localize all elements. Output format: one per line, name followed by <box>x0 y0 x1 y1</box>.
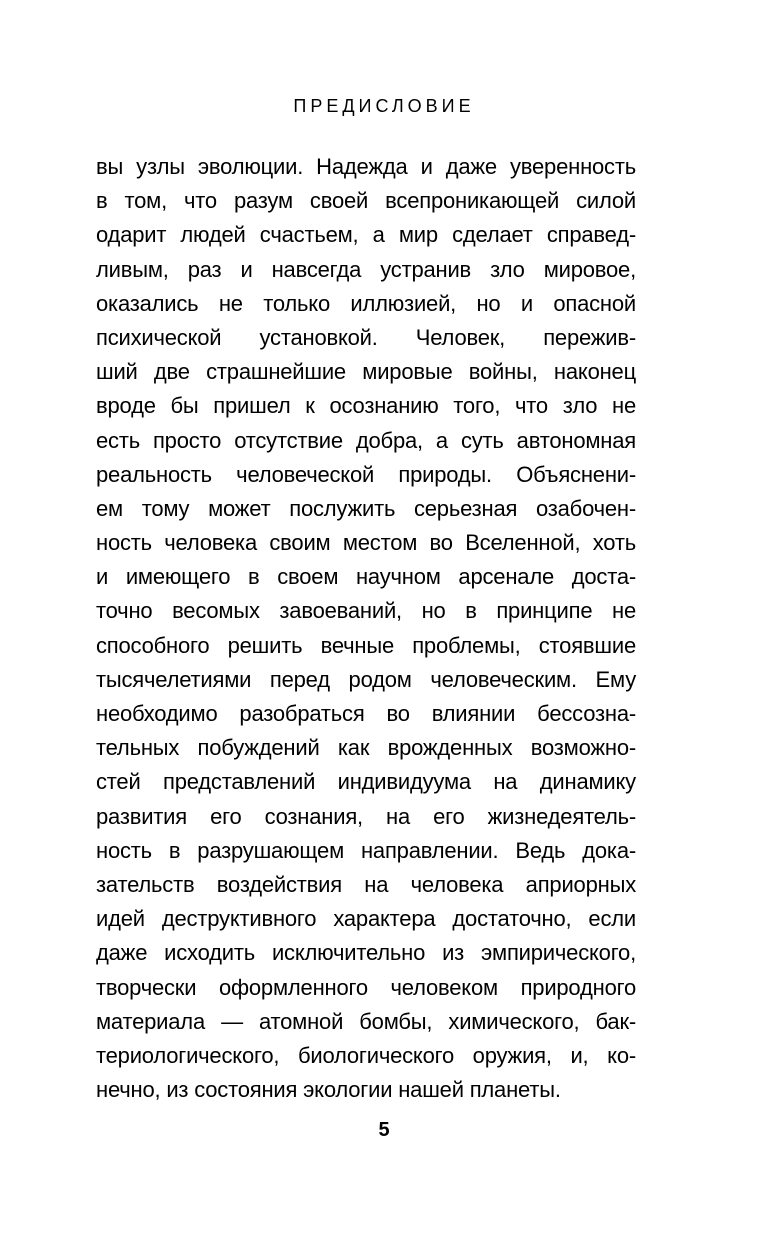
text-line: и имеющего в своем научном арсенале доста- <box>96 564 636 590</box>
text-line: реальность человеческой природы. Объяснени- <box>96 461 636 487</box>
text-line: в том, что разум своей всепроникающей силой <box>96 188 636 214</box>
text-line: материала — атомной бомбы, химического, бак- <box>96 1008 636 1034</box>
text-line: одарит людей счастьем, а мир сделает справед- <box>96 222 636 248</box>
text-line: нечно, из состояния экологии нашей планеты. <box>96 1077 561 1103</box>
text-line: идей деструктивного характера достаточно, если <box>96 906 636 932</box>
text-line: вроде бы пришел к осознанию того, что зло не <box>96 393 636 419</box>
running-header: ПРЕДИСЛОВИЕ <box>293 96 475 116</box>
text-line: зательств воздействия на человека априорных <box>96 871 636 897</box>
text-line: ем тому может послужить серьезная озабочен- <box>96 495 636 521</box>
text-line: ность в разрушающем направлении. Ведь дока- <box>96 837 636 863</box>
text-line: необходимо разобраться во влиянии бессозна- <box>96 701 636 726</box>
text-line: стей представлений индивидуума на динамику <box>96 769 636 795</box>
text-line: точно весомых завоеваний, но в принципе не <box>96 598 636 624</box>
text-line: способного решить вечные проблемы, стоявшие <box>96 632 636 658</box>
text-line: тысячелетиями перед родом человеческим. Ему <box>96 666 636 692</box>
text-line: териологического, биологического оружия, и, ко- <box>96 1042 636 1068</box>
text-line: творчески оформленного человеком природного <box>96 974 636 1000</box>
text-line: ший две страшнейшие мировые войны, наконец <box>96 359 636 385</box>
text-line: оказались не только иллюзией, но и опасной <box>96 290 636 316</box>
text-line: вы узлы эволюции. Надежда и даже уверенность <box>96 154 636 179</box>
body-text <box>96 150 636 1107</box>
text-line: ливым, раз и навсегда устранив зло мировое, <box>96 256 636 282</box>
text-line: психической установкой. Человек, пережив- <box>96 324 636 350</box>
text-line: ность человека своим местом во Вселенной, хоть <box>96 530 636 556</box>
text-line: есть просто отсутствие добра, а суть автономная <box>96 427 636 453</box>
text-line: развития его сознания, на его жизнедеятель- <box>96 803 636 829</box>
text-line: даже исходить исключительно из эмпирического, <box>96 940 636 966</box>
text-line: тельных побуждений как врожденных возможно- <box>96 735 636 761</box>
page-number: 5 <box>378 1119 390 1141</box>
